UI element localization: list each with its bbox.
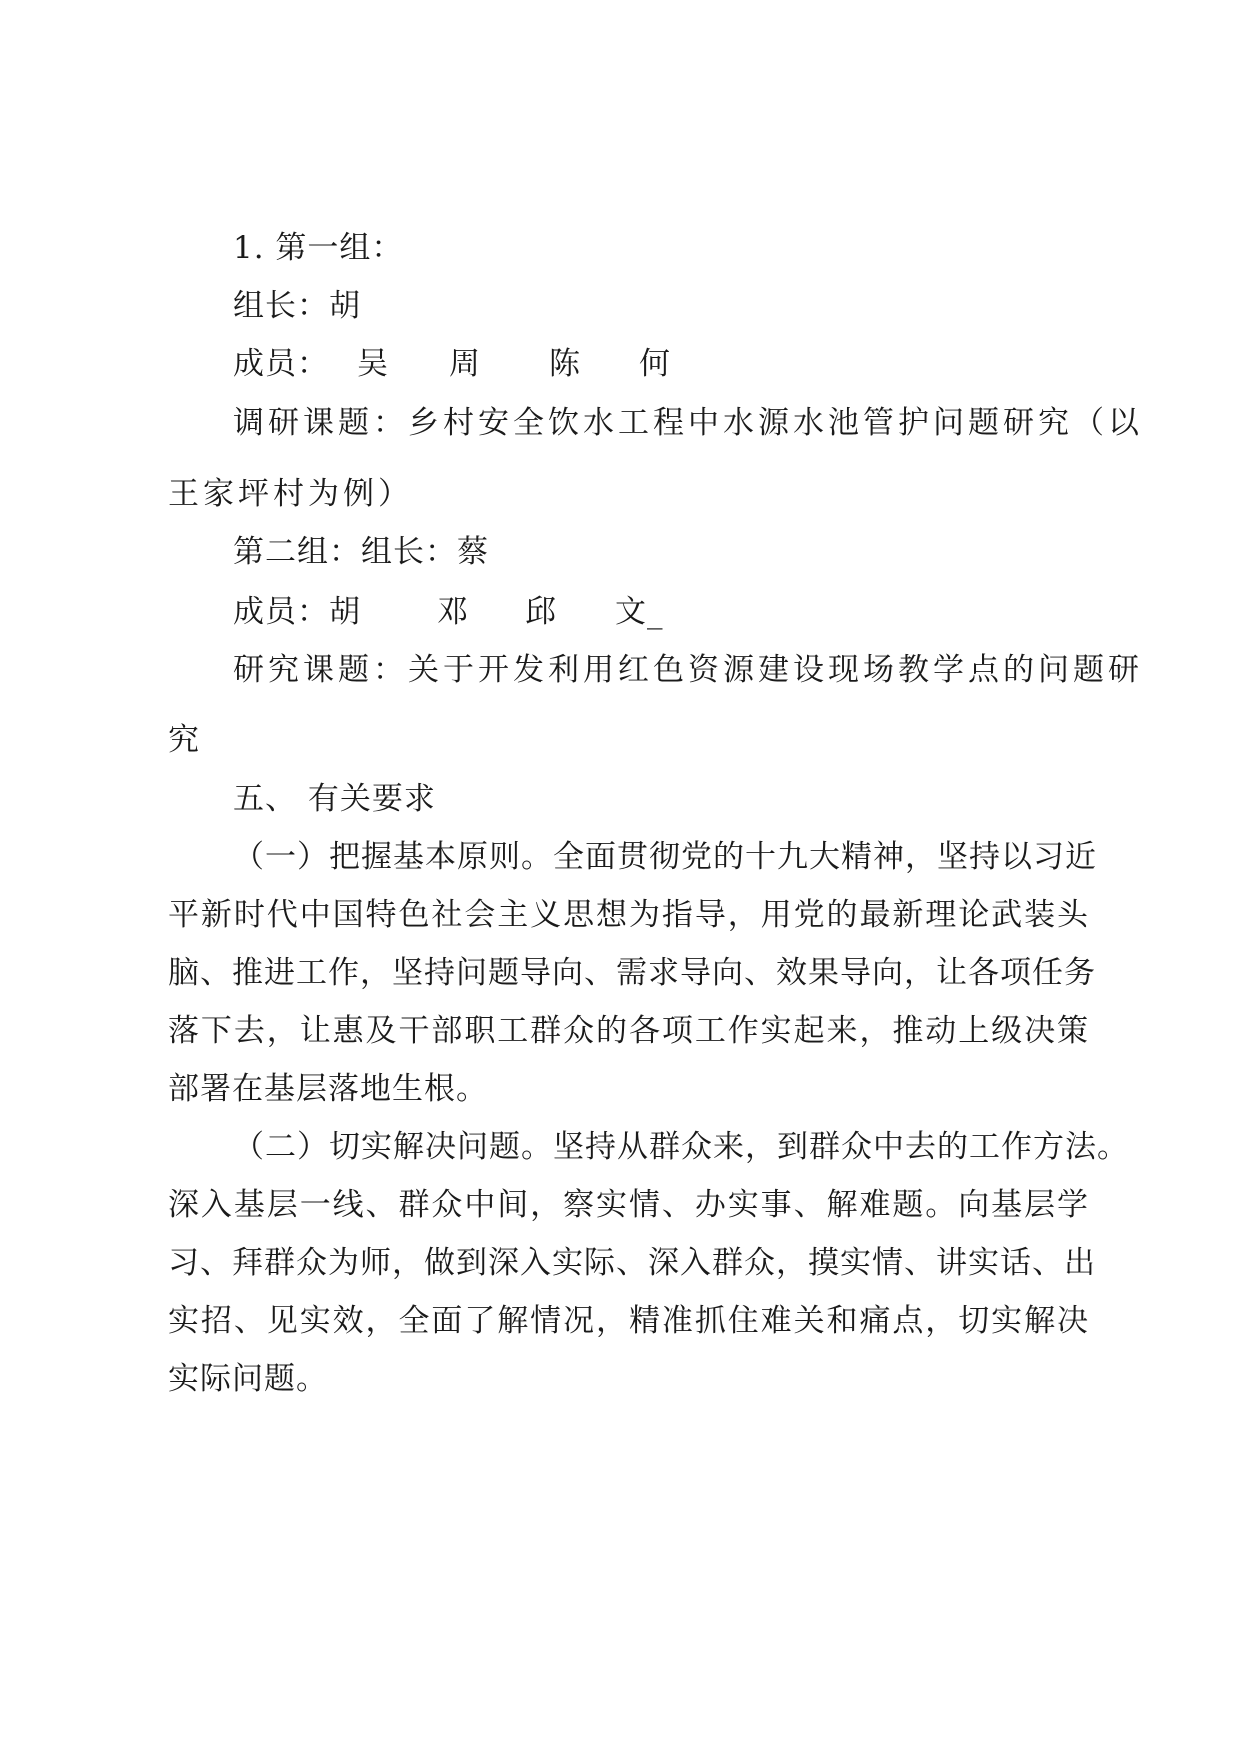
group2-member: 邱 bbox=[525, 594, 557, 630]
group1-members bbox=[233, 344, 671, 384]
group1-heading: 1. 第一组： bbox=[233, 230, 404, 266]
group2-topic-line1: 研究课题：关于开发利用红色资源建设现场教学点的问题研 bbox=[233, 652, 1143, 688]
item1-line2: 平新时代中国特色社会主义思想为指导，用党的最新理论武装头 bbox=[168, 897, 1089, 933]
group1-member: 陈 bbox=[549, 346, 581, 382]
group1-member: 吴 bbox=[357, 346, 389, 382]
group1-member: 周 bbox=[449, 346, 481, 382]
group2-members-label: 成员： bbox=[233, 594, 329, 630]
item2-line5: 实际问题。 bbox=[168, 1361, 328, 1397]
item1-line5: 部署在基层落地生根。 bbox=[168, 1071, 488, 1107]
item2-line2: 深入基层一线、群众中间，察实情、办实事、解难题。向基层学 bbox=[168, 1187, 1089, 1223]
item1-line4: 落下去，让惠及干部职工群众的各项工作实起来，推动上级决策 bbox=[168, 1013, 1089, 1049]
item2-line4: 实招、见实效，全面了解情况，精准抓住难关和痛点，切实解决 bbox=[168, 1303, 1089, 1339]
item2-line1: （二）切实解决问题。坚持从群众来，到群众中去的工作方法。 bbox=[233, 1129, 1129, 1165]
group2-heading-leader: 第二组：组长：蔡 bbox=[233, 534, 489, 570]
group1-leader: 组长：胡 bbox=[233, 288, 361, 324]
item2-line3: 习、拜群众为师，做到深入实际、深入群众，摸实情、讲实话、出 bbox=[168, 1245, 1096, 1281]
group1-members-label: 成员： bbox=[233, 346, 329, 382]
group2-member: 邓 bbox=[437, 594, 469, 630]
item1-line3: 脑、推进工作，坚持问题导向、需求导向、效果导向，让各项任务 bbox=[168, 955, 1096, 991]
group2-topic-line2: 究 bbox=[168, 722, 200, 758]
group1-topic-line1: 调研课题：乡村安全饮水工程中水源水池管护问题研究（以 bbox=[233, 405, 1143, 441]
group1-member: 何 bbox=[639, 346, 671, 382]
group2-member: 文_ bbox=[615, 594, 664, 630]
group2-member: 胡 bbox=[329, 594, 361, 630]
section5-heading: 五、 有关要求 bbox=[233, 781, 436, 817]
group2-members bbox=[233, 592, 664, 632]
group1-topic-line2: 王家坪村为例） bbox=[168, 476, 413, 512]
item1-line1: （一）把握基本原则。全面贯彻党的十九大精神，坚持以习近 bbox=[233, 839, 1097, 875]
